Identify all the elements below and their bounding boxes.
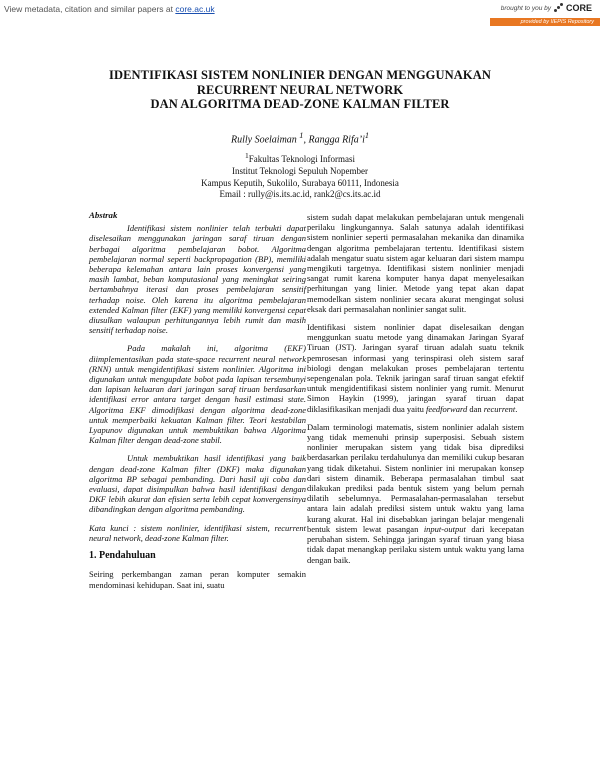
core-logo[interactable]	[554, 3, 592, 13]
abstract-heading: Abstrak	[89, 210, 118, 220]
affiliation-text: Fakultas Teknologi Informasi	[248, 154, 355, 164]
body-paragraph: sistem sudah dapat melakukan pembelajaran untuk mengenali perilaku lingkungannya. Salah satunya adalah identifikasi sistem nonlinier seperti permasalahan mekanika dan dinamika dengan algoritma pembelajaran tertentu. Identifikasi sistem adalah mengatur suatu sistem agar keluaran dari sistem mampu mengikuti targetnya. Identifikasi sistem nonlinier menjadi sangat rumit karena komputer hanya dapat menyelesaikan perhitungan yang linier. Metode yang tepat akan dapat memodelkan sistem nonlinier secara akurat mengingat solusi eksak dari permasalahan nonlinier sangat sulit.	[307, 212, 524, 314]
author-superscript: 1	[299, 131, 304, 140]
brought-by	[501, 3, 592, 13]
core-banner	[0, 0, 600, 26]
author-separator: ,	[303, 134, 309, 146]
paragraph-text: dari kecepatan perubahan sistem. Sehingga jaringan syaraf tiruan yang biasa tidak dapat menangkap perilaku sistem untuk waktu yang lama dengan baik.	[307, 523, 524, 565]
body-paragraph	[307, 322, 524, 414]
core-link-prefix: View metadata, citation and similar papers at	[4, 4, 173, 14]
affiliation-line	[60, 150, 540, 166]
paper-title	[60, 68, 540, 112]
paragraph-text: .	[515, 403, 518, 414]
keywords: Kata kunci : sistem nonlinier, identifikasi sistem, recurrent neural network, dead-zone Kalman filter.	[89, 522, 306, 543]
abstract	[89, 210, 306, 543]
emphasis-term: recurrent	[483, 403, 516, 414]
core-logo-icon	[554, 3, 564, 13]
provided-by-strip[interactable]: provided by IIEPIS Repository	[490, 18, 600, 26]
affiliation-line: Institut Teknologi Sepuluh Nopember	[232, 165, 368, 176]
core-logo-text: CORE	[565, 3, 592, 13]
affiliation-block	[60, 150, 540, 201]
paragraph-text: dan	[467, 403, 484, 414]
title-line: DAN ALGORITMA DEAD-ZONE KALMAN FILTER	[150, 97, 450, 111]
core-metadata-link[interactable]	[4, 4, 215, 14]
core-link-url[interactable]: core.ac.uk	[175, 4, 215, 14]
author-name: Rully Soelaiman	[230, 134, 297, 146]
section-heading: 1. Pendahuluan	[89, 550, 156, 562]
left-column	[89, 210, 306, 598]
paragraph-text: Identifikasi sistem nonlinier dapat diselesaikan dengan menggunkan suatu metode yang dinamakan Jaringan Syaraf Tiruan (JST). Jaringan syaraf tiruan adalah suatu teknik pemrosesan informasi yang terinspirasi oleh sistem saraf biologi dengan melakukan proses pembelajaran tertentu sepengenalan pola. Teknik jaringan saraf tiruan sangat efektif untuk mengidentifikasi sistem nonlinier yang rumit. Menurut Simon Haykin (1999), jaringan syaraf tiruan dapat diklasifikasikan menjadi dua yaitu	[307, 322, 524, 414]
author-name: Rangga Rifa’i	[308, 134, 365, 146]
title-line: RECURRENT NEURAL NETWORK	[196, 82, 404, 97]
body-paragraph: Seiring perkembangan zaman peran komputer semakin mendominasi kehidupan. Saat ini, suatu	[89, 569, 306, 590]
title-line: IDENTIFIKASI SISTEM NONLINIER DENGAN MENGGUNAKAN	[109, 68, 491, 82]
author-line	[60, 131, 540, 145]
affiliation-line: Kampus Keputih, Sukolilo, Surabaya 60111, Indonesia	[201, 177, 399, 188]
abstract-paragraph: Pada makalah ini, algoritma (EKF) diimplementasikan pada state-space recurrent neural network (RNN) untuk mengidentifikasi sistem nonlinier. Algoritma ini digunakan untuk mengupdate bobot pada lapisan tersembunyi dan lapisan keluaran dari jaringan saraf tiruan berdasarkan identifikasi error antara target dengan hasil estimasi state. Algoritma EKF dimodifikasi dengan algoritma dead-zone untuk memperbaiki kekuatan Kalman filter. Teori kestabilan Lyapunov digunakan untuk membuktikan bahwa Algoritma Kalman filter dengan dead-zone stabil.	[89, 343, 306, 446]
author-superscript: 1	[364, 131, 370, 140]
abstract-paragraph: Identifikasi sistem nonlinier telah terbukti dapat diselesaikan menggunakan jaringan saraf tiruan dengan berbagai algoritma pembelajaran bobot. Algoritma pembelajaran normal seperti backpropagation (BP), memiliki beberapa kelemahan antara lain proses konvergensi yang masih lambat, beban komputasional yang meningkat seiring bertambahnya iterasi dan proses pembelajaran sensitif terhadap noise. Oleh karena itu algoritma pembelajaran extended Kalman filter (EKF) yang memiliki konvergensi cepat diusulkan walaupun perhitungannya lebih rumit dan masih sensitif terhadap noise.	[89, 223, 306, 336]
body-paragraph	[307, 422, 524, 565]
paragraph-text: Dalam terminologi matematis, sistem nonlinier adalah sistem yang tidak memenuhi prinsip superposisi. Sebuah sistem nonlinier merupakan sistem yang tidak bisa diprediksi berdasarkan perilaku terdahulunya dan memiliki cukup besaran yang tidak diketahui. Sistem nonlinier ini merupakan konsep dari sistem dinamik. Beberapa permasalahan timbul saat dilakukan prediksi pada bentuk sistem yang belum pernah dilatih sebelumnya. Permasalahan-permasalahan tersebut antara lain adalah prediksi sistem untuk waktu yang lama kurang akurat. Hal ini disebabkan jaringan belajar mengenali bentuk sistem lewat pasangan	[307, 421, 524, 534]
right-column	[307, 212, 524, 573]
brought-by-label: brought to you by	[500, 4, 551, 12]
abstract-paragraph: Untuk membuktikan hasil identifikasi yang baik dengan dead-zone Kalman filter (DKF) maka digunakan algoritma BP sebagai pembanding. Dari hasil uji coba dan evaluasi, dapat disimpulkan bahwa hasil identifikasi dengan DKF lebih akurat dan efisien serta lebih cepat konvergensinya dibandingkan dengan algoritma pembanding.	[89, 453, 306, 515]
emphasis-term: feedforward	[425, 403, 468, 414]
affiliation-email: Email : rully@is.its.ac.id, rank2@cs.its.ac.id	[219, 189, 381, 200]
affiliation-superscript: 1	[245, 151, 249, 160]
emphasis-term: input-output	[423, 523, 466, 534]
